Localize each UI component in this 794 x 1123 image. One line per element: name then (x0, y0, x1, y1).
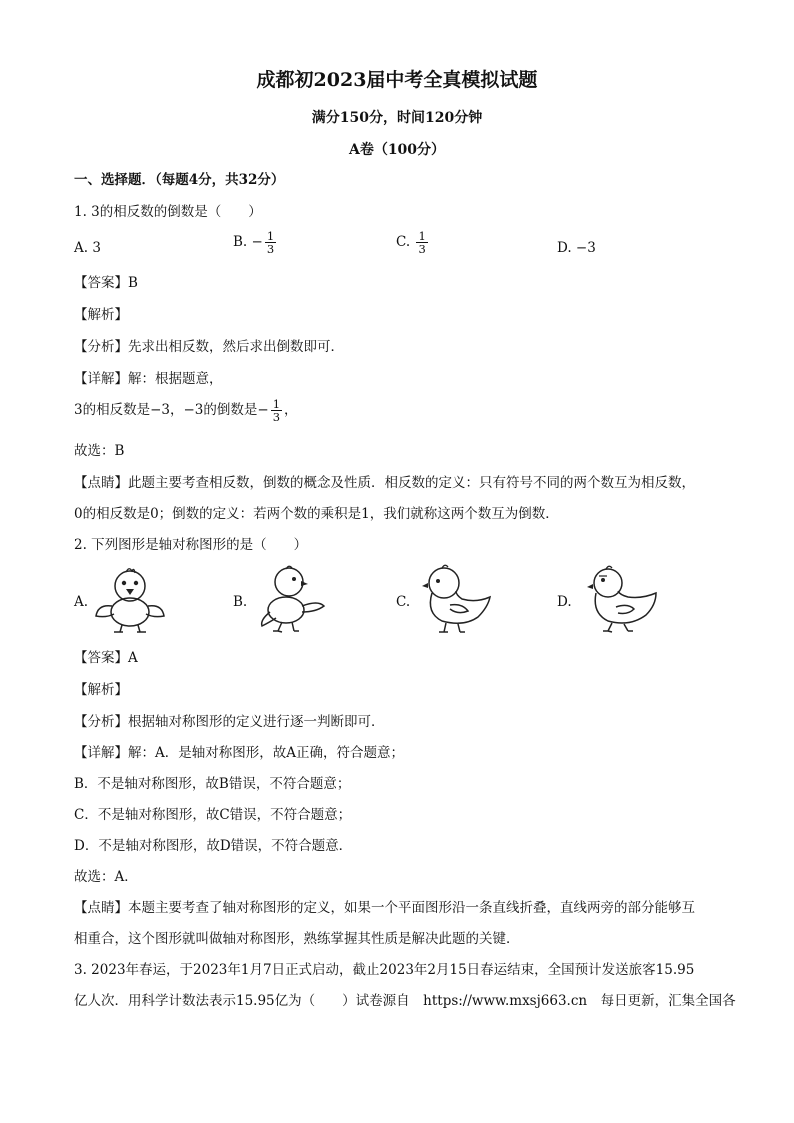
question-3-line1: 3. 2023年春运，于2023年1月7日正式启动，截止2023年2月15日春运结束，全国预计发送旅客15.95 (74, 962, 695, 978)
fraction-numerator: 1 (272, 397, 281, 411)
fraction-numerator: 1 (418, 229, 426, 243)
bird-figure-c-icon (416, 563, 492, 635)
q1-option-b (233, 230, 278, 255)
q1-option-b-label: B. (233, 234, 248, 250)
q2-detail-b: B．不是轴对称图形，故B错误，不符合题意； (74, 776, 351, 792)
page-title: 成都初2023届中考全真模拟试题 (256, 69, 538, 91)
q2-option-d-label: D. (557, 594, 572, 610)
bird-figure-d-icon (584, 563, 660, 635)
q1-option-c (396, 230, 430, 255)
fraction-numerator: 1 (266, 229, 275, 243)
q1-option-c-label: C. (396, 234, 411, 250)
fraction-denominator: 3 (418, 242, 426, 256)
fraction-one-third (416, 230, 427, 255)
q1-option-b-sign: − (251, 234, 263, 250)
q2-detail: 【详解】解：A．是轴对称图形，故A正确，符合题意； (74, 745, 404, 761)
fraction-denominator: 3 (266, 242, 275, 256)
fraction-denominator: 3 (272, 410, 281, 424)
q2-comment-line1: 【点睛】本题主要考查了轴对称图形的定义，如果一个平面图形沿一条直线折叠，直线两旁的部分能够互 (74, 900, 695, 916)
q2-option-b-label: B. (233, 594, 248, 610)
question-3-line2: 亿人次．用科学计数法表示15.95亿为（ ）试卷源自 https://www.mxsj663.cn 每日更新，汇集全国各 (74, 993, 736, 1009)
q1-answer: 【答案】B (74, 275, 138, 291)
question-2-stem: 2. 下列图形是轴对称图形的是（ ） (74, 537, 308, 553)
q2-analysis: 【分析】根据轴对称图形的定义进行逐一判断即可． (74, 714, 385, 730)
bird-figure-a-icon (92, 566, 168, 634)
q1-choice: 故选：B (74, 443, 125, 459)
q1-detail-tail: ， (284, 402, 298, 418)
fraction-one-third (265, 230, 276, 255)
q2-option-c-label: C. (396, 594, 411, 610)
q2-choice: 故选：A． (74, 869, 138, 885)
q1-option-d: D. −3 (557, 240, 596, 256)
q1-detail: 【详解】解：根据题意， (74, 371, 223, 387)
section-heading: 一、选择题．（每题4分，共32分） (74, 172, 285, 188)
bird-figure-b-icon (256, 564, 328, 636)
q1-comment-line2: 0的相反数是0；倒数的定义：若两个数的乘积是1，我们就称这两个数互为倒数． (74, 506, 559, 522)
q1-option-a: A. 3 (74, 240, 101, 256)
q1-comment-line1: 【点睛】此题主要考查相反数，倒数的概念及性质．相反数的定义：只有符号不同的两个数互为相反数， (74, 475, 695, 491)
q2-analysis-title: 【解析】 (74, 682, 128, 698)
question-1-stem: 1. 3的相反数的倒数是（ ） (74, 204, 262, 220)
q1-analysis-title: 【解析】 (74, 307, 128, 323)
q1-analysis: 【分析】先求出相反数，然后求出倒数即可． (74, 339, 344, 355)
q2-comment-line2: 相重合，这个图形就叫做轴对称图形，熟练掌握其性质是解决此题的关键． (74, 931, 520, 947)
q2-detail-c: C．不是轴对称图形，故C错误，不符合题意； (74, 807, 352, 823)
score-time-note: 满分150分，时间120分钟 (311, 110, 483, 126)
q2-option-a-label: A. (74, 594, 89, 610)
fraction-one-third (271, 398, 282, 423)
q2-answer: 【答案】A (74, 650, 138, 666)
q2-detail-d: D．不是轴对称图形，故D错误，不符合题意． (74, 838, 353, 854)
q1-detail-line2 (74, 398, 298, 423)
q1-detail-text: 3的相反数是−3，−3的倒数是− (74, 402, 269, 418)
volume-label: A卷（100分） (348, 142, 446, 158)
